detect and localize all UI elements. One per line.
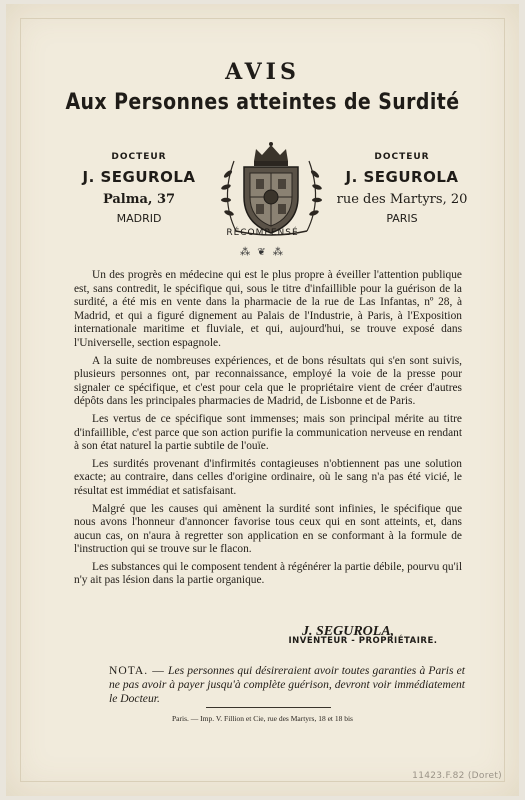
body-text bbox=[74, 269, 462, 592]
left-address-block bbox=[64, 152, 214, 225]
paragraph: Les vertus de ce spécifique sont immenses; mais son principal mérite au titre d'infaillible, c'est parce que son action purifie la communication nerveuse en rendant à son état naturel la partie subtile de l'ouïe. bbox=[74, 412, 462, 453]
nota-block bbox=[109, 664, 465, 705]
right-doctor-name: J. SEGUROLA bbox=[345, 168, 459, 186]
signature-role: INVENTEUR - PROPRIÉTAIRE. bbox=[288, 636, 438, 646]
signature-name: J. SEGUROLA, bbox=[302, 624, 395, 639]
nota-label: NOTA. — bbox=[109, 664, 165, 677]
printer-imprint: Paris. — Imp. V. Fillion et Cie, rue des Martyrs, 18 et 18 bis bbox=[172, 714, 353, 723]
coat-of-arms-icon bbox=[214, 139, 329, 239]
document-sheet bbox=[6, 4, 519, 796]
paragraph: Un des progrès en médecine qui est le plus propre à éveiller l'attention publique est, sans contredit, le spécifique qui, sous le titre d'infaillible pour la guérison de la surdité, a été mis en vente dans la pharmacie de la rue de Las Infantas, nº 28, à Madrid, et qui a figuré dignement au Palais de l'Industrie, à Paris, à l'Exposition internationale maritime et fluviale, et qui, aujourd'hui, se trouve exposé dans l'Universelle, section espagnole. bbox=[74, 269, 462, 349]
left-doctor-name: J. SEGUROLA bbox=[82, 168, 196, 186]
pencil-shelfmark: 11423.F.82 (Doret) bbox=[412, 771, 502, 781]
paragraph: Les surdités provenant d'infirmités contagieuses n'obtiennent pas une solution exacte; au contraire, dans celles d'origine ordinaire, où le sang n'a pas été vicié, le résultat est immédiat et satisfaisant. bbox=[74, 457, 462, 497]
left-docteur-label: DOCTEUR bbox=[111, 152, 167, 162]
nota-text: Les personnes qui désireraient avoir toutes garanties à Paris et ne pas avoir à payer jusqu'à complète guérison, devront voir immédiatement le Docteur. bbox=[109, 664, 466, 705]
paragraph: A la suite de nombreuses expériences, et de bons résultats qui s'en sont suivis, plusieurs personnes ont, par reconnaissance, employé la voie de la presse pour signaler ce spécifique, et c'est pour cela que le propriétaire vient de créer d'autres dépôts dans les principales pharmacies de Madrid, de Lisbonne et de Paris. bbox=[74, 354, 462, 408]
right-address-block bbox=[322, 152, 482, 225]
divider-line bbox=[206, 707, 331, 708]
notice-title: Aux Personnes atteintes de Surdité bbox=[65, 90, 460, 115]
emblem-caption: RÉCOMPENSÉ bbox=[226, 228, 299, 238]
left-street-address: Palma, 37 bbox=[102, 192, 176, 207]
paragraph: Les substances qui le composent tendent à régénérer la partie débile, pourvu qu'il n'y ait pas lésion dans la partie organique. bbox=[74, 560, 462, 587]
notice-heading: AVIS bbox=[225, 59, 300, 85]
left-city: MADRID bbox=[116, 212, 162, 225]
paragraph: Malgré que les causes qui amènent la surdité sont infinies, le spécifique que nous avons l'honneur d'annoncer favorise tous ceux qui en sont atteints, et, dans aucun cas, on n'aura à regretter son application en se conformant à la formule de l'instruction qui se trouve sur le flacon. bbox=[74, 502, 462, 556]
right-street-address: rue des Martyrs, 20 bbox=[336, 192, 468, 207]
ornament-divider: ⁂ ❦ ⁂ bbox=[240, 247, 285, 258]
right-docteur-label: DOCTEUR bbox=[374, 152, 430, 162]
right-city: PARIS bbox=[386, 212, 418, 225]
